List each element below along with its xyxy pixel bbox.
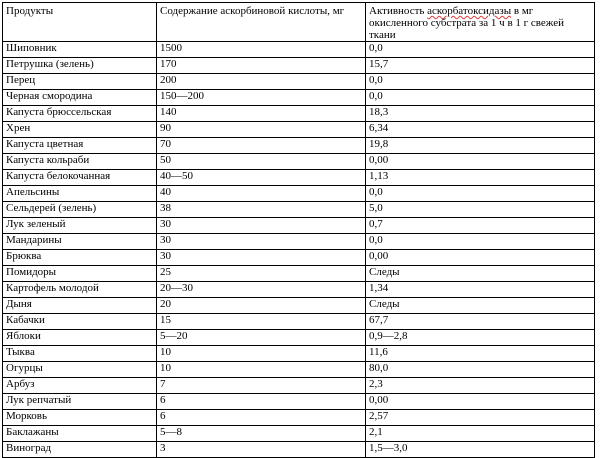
table-row	[3, 58, 595, 74]
cell-ascorbic: 40—50	[157, 170, 366, 186]
cell-activity: 19,8	[366, 138, 595, 154]
table-row	[3, 314, 595, 330]
cell-ascorbic: 6	[157, 410, 366, 426]
header-activity	[366, 3, 595, 42]
header-activity-after: в мг окисленного субстрата за 1 ч в 1 г свежей ткани	[369, 5, 565, 41]
table-row	[3, 202, 595, 218]
cell-ascorbic: 90	[157, 122, 366, 138]
cell-activity: 0,7	[366, 218, 595, 234]
table-row	[3, 410, 595, 426]
table-row	[3, 122, 595, 138]
cell-product: Шиповник	[3, 42, 157, 58]
cell-ascorbic: 150—200	[157, 90, 366, 106]
cell-ascorbic: 10	[157, 346, 366, 362]
cell-product: Виноград	[3, 442, 157, 458]
cell-activity: 11,6	[366, 346, 595, 362]
cell-product: Сельдерей (зелень)	[3, 202, 157, 218]
cell-ascorbic: 200	[157, 74, 366, 90]
table-row	[3, 138, 595, 154]
cell-product: Капуста брюссельская	[3, 106, 157, 122]
table-row	[3, 234, 595, 250]
cell-product: Черная смородина	[3, 90, 157, 106]
cell-product: Морковь	[3, 410, 157, 426]
cell-activity: 0,00	[366, 250, 595, 266]
cell-activity: 18,3	[366, 106, 595, 122]
header-activity-term: аскорбатоксидазы	[427, 5, 512, 17]
table-row	[3, 250, 595, 266]
cell-ascorbic: 5—8	[157, 426, 366, 442]
cell-ascorbic: 10	[157, 362, 366, 378]
cell-ascorbic: 7	[157, 378, 366, 394]
cell-ascorbic: 40	[157, 186, 366, 202]
header-ascorbic: Содержание аскорбиновой кислоты, мг	[157, 3, 366, 42]
cell-product: Капуста кольраби	[3, 154, 157, 170]
table-row	[3, 298, 595, 314]
table-row	[3, 154, 595, 170]
cell-ascorbic: 1500	[157, 42, 366, 58]
cell-ascorbic: 6	[157, 394, 366, 410]
cell-product: Капуста цветная	[3, 138, 157, 154]
table-row	[3, 282, 595, 298]
table-row	[3, 106, 595, 122]
cell-ascorbic: 3	[157, 442, 366, 458]
cell-product: Лук репчатый	[3, 394, 157, 410]
header-row	[3, 3, 595, 42]
table-row	[3, 362, 595, 378]
cell-ascorbic: 15	[157, 314, 366, 330]
cell-product: Перец	[3, 74, 157, 90]
table-row	[3, 218, 595, 234]
cell-product: Апельсины	[3, 186, 157, 202]
header-activity-before: Активность	[369, 5, 428, 17]
table-row	[3, 426, 595, 442]
cell-product: Тыква	[3, 346, 157, 362]
cell-activity: 6,34	[366, 122, 595, 138]
cell-activity: 2,3	[366, 378, 595, 394]
cell-product: Арбуз	[3, 378, 157, 394]
cell-activity: 0,0	[366, 186, 595, 202]
table-row	[3, 42, 595, 58]
cell-product: Баклажаны	[3, 426, 157, 442]
cell-ascorbic: 20	[157, 298, 366, 314]
cell-product: Картофель молодой	[3, 282, 157, 298]
cell-activity: Следы	[366, 298, 595, 314]
cell-activity: 1,34	[366, 282, 595, 298]
cell-activity: 2,1	[366, 426, 595, 442]
cell-activity: Следы	[366, 266, 595, 282]
cell-activity: 1,13	[366, 170, 595, 186]
cell-activity: 0,00	[366, 154, 595, 170]
cell-ascorbic: 30	[157, 234, 366, 250]
header-product: Продукты	[3, 3, 157, 42]
table-row	[3, 266, 595, 282]
cell-activity: 2,57	[366, 410, 595, 426]
cell-product: Петрушка (зелень)	[3, 58, 157, 74]
cell-activity: 80,0	[366, 362, 595, 378]
cell-ascorbic: 140	[157, 106, 366, 122]
cell-ascorbic: 38	[157, 202, 366, 218]
table-row	[3, 90, 595, 106]
cell-ascorbic: 25	[157, 266, 366, 282]
table-row	[3, 170, 595, 186]
cell-activity: 5,0	[366, 202, 595, 218]
cell-product: Лук зеленый	[3, 218, 157, 234]
cell-activity: 0,9—2,8	[366, 330, 595, 346]
cell-product: Брюква	[3, 250, 157, 266]
cell-activity: 0,00	[366, 394, 595, 410]
cell-activity: 0,0	[366, 90, 595, 106]
cell-product: Помидоры	[3, 266, 157, 282]
cell-activity: 15,7	[366, 58, 595, 74]
cell-activity: 67,7	[366, 314, 595, 330]
cell-ascorbic: 5—20	[157, 330, 366, 346]
table-row	[3, 394, 595, 410]
cell-activity: 0,0	[366, 74, 595, 90]
cell-ascorbic: 30	[157, 218, 366, 234]
cell-ascorbic: 20—30	[157, 282, 366, 298]
cell-product: Капуста белокочанная	[3, 170, 157, 186]
cell-ascorbic: 170	[157, 58, 366, 74]
cell-product: Огурцы	[3, 362, 157, 378]
cell-ascorbic: 70	[157, 138, 366, 154]
cell-activity: 1,5—3,0	[366, 442, 595, 458]
table-row	[3, 330, 595, 346]
table-row	[3, 186, 595, 202]
table-row	[3, 442, 595, 458]
table-body	[3, 42, 595, 458]
table-row	[3, 346, 595, 362]
cell-product: Мандарины	[3, 234, 157, 250]
cell-ascorbic: 50	[157, 154, 366, 170]
cell-activity: 0,0	[366, 234, 595, 250]
cell-ascorbic: 30	[157, 250, 366, 266]
cell-product: Кабачки	[3, 314, 157, 330]
vitamin-c-table	[2, 2, 595, 458]
cell-product: Дыня	[3, 298, 157, 314]
cell-product: Хрен	[3, 122, 157, 138]
cell-product: Яблоки	[3, 330, 157, 346]
cell-activity: 0,0	[366, 42, 595, 58]
table-row	[3, 74, 595, 90]
table-row	[3, 378, 595, 394]
